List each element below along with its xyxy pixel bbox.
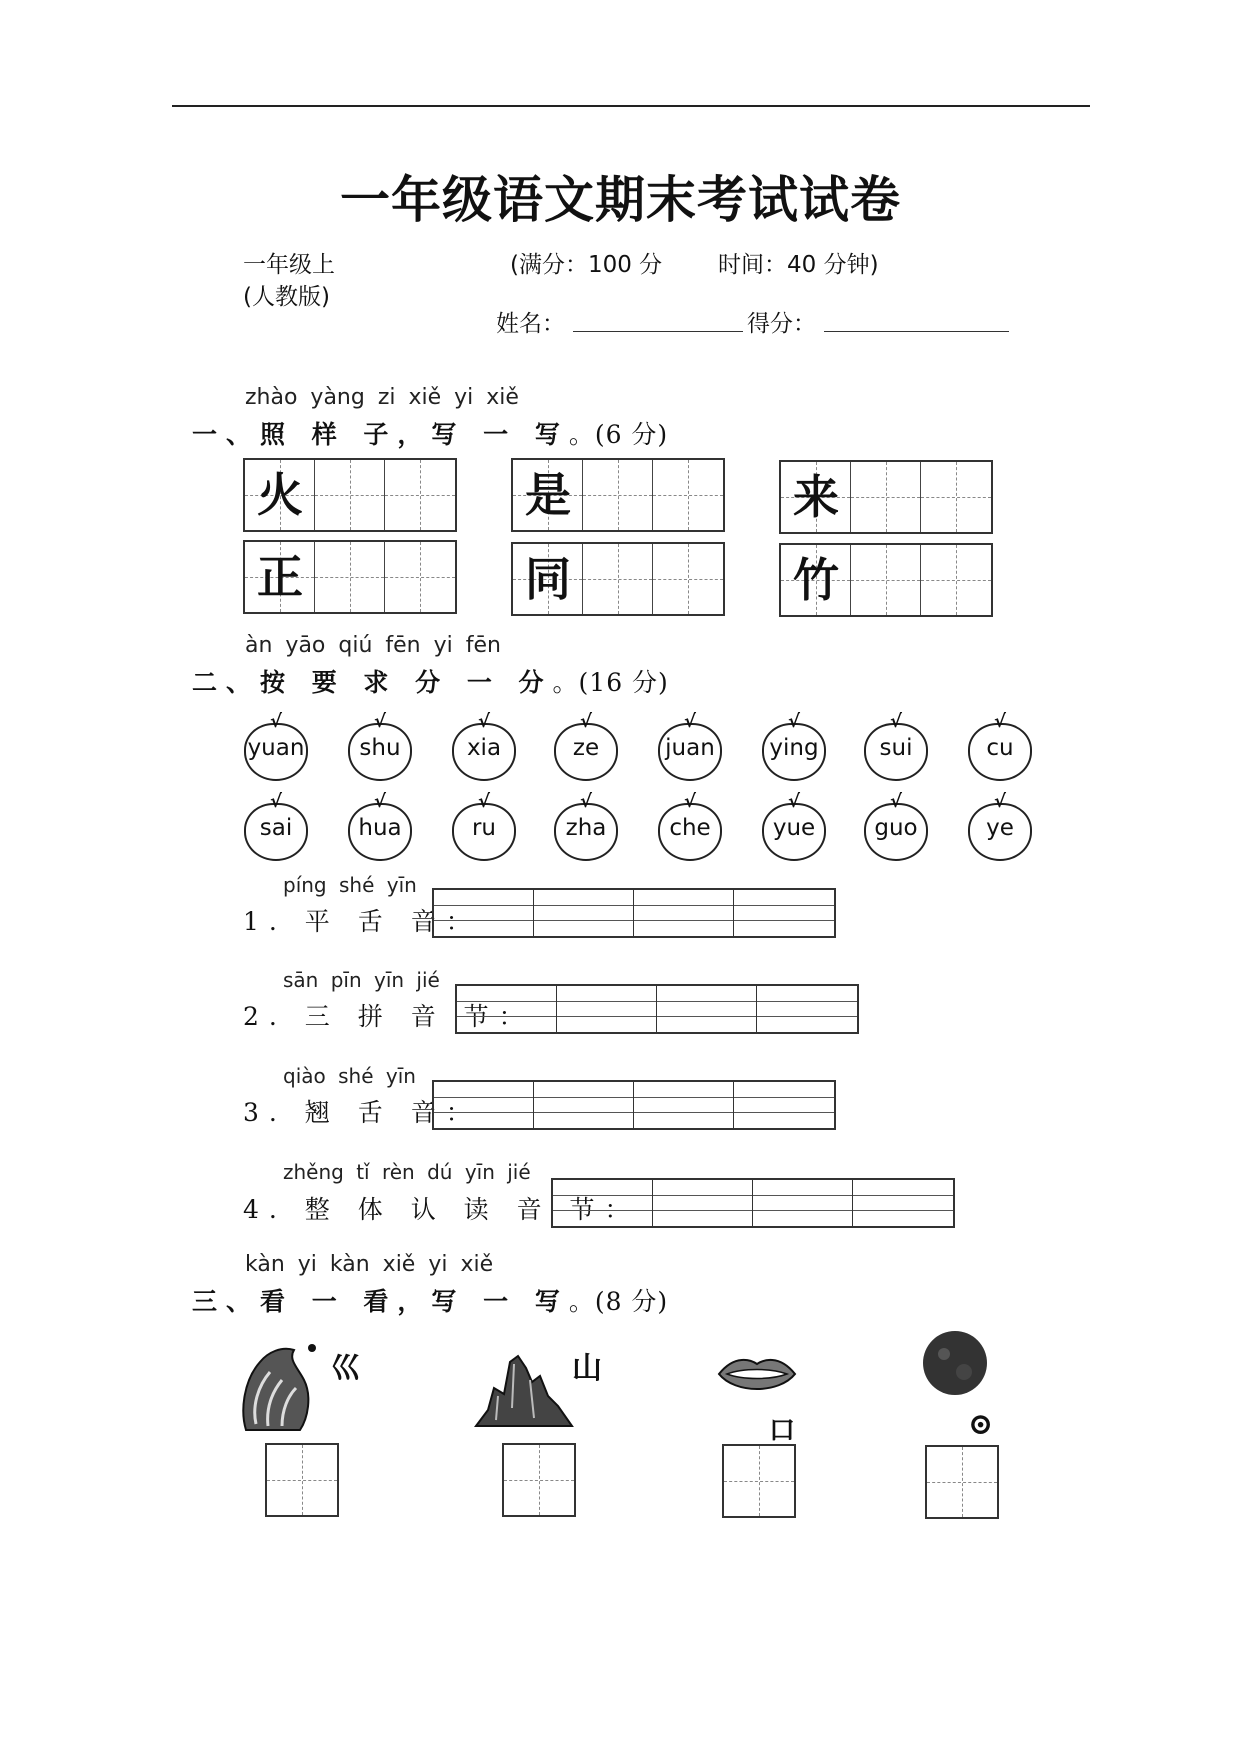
apple-card[interactable] [244,711,308,777]
apple-card[interactable] [864,791,928,857]
apple-card[interactable] [968,791,1032,857]
sun-icon [920,1328,990,1398]
four-line-cell[interactable] [853,1180,953,1226]
apple-stem-icon: √ [890,791,903,812]
apple-card[interactable] [762,791,826,857]
score-field[interactable] [824,331,1009,332]
four-line-cell[interactable] [457,986,557,1032]
fire-glyph: 巛 [330,1351,360,1386]
apple-stem-icon: √ [580,711,593,732]
apple-pinyin: zha [565,815,607,841]
apple-pinyin: xia [466,735,502,761]
time-info: 时间：40 分钟) [718,252,879,278]
q2-pinyin: àn yāo qiú fēn yi fēn [245,633,501,658]
apple-pinyin: yuan [247,735,305,761]
apple-pinyin: ying [769,735,819,761]
four-line-cell[interactable] [534,890,634,936]
fire-icon [238,1340,318,1432]
q3-answer-box-mountain[interactable] [502,1443,576,1517]
apple-pinyin: ze [572,735,600,761]
q2-heading-text: 二、按 要 求 分 一 分 [192,668,553,697]
name-field[interactable] [573,331,743,332]
apple-card[interactable] [658,791,722,857]
tzg-cell [781,545,851,615]
apple-stem-icon: √ [580,791,593,812]
q1-grid-2[interactable] [511,458,725,532]
four-line-cell[interactable] [653,1180,753,1226]
q1-pinyin: zhào yàng zi xiě yi xiě [245,385,519,410]
four-line-cell[interactable] [534,1082,634,1128]
q1-points: 。(6 分) [568,420,669,449]
q1-grid-4[interactable] [243,540,457,614]
apple-pinyin: juan [665,735,715,761]
apple-card[interactable] [348,711,412,777]
name-score-row [496,305,1013,338]
four-line-cell[interactable] [434,1082,534,1128]
four-line-cell[interactable] [634,1082,734,1128]
apple-card[interactable] [864,711,928,777]
sub3-answer-grid[interactable] [432,1080,836,1130]
apple-pinyin: che [669,815,711,841]
sub3-pinyin: qiào shé yīn [283,1064,416,1088]
apple-card[interactable] [244,791,308,857]
apple-stem-icon: √ [478,711,491,732]
apple-stem-icon: √ [374,791,387,812]
four-line-cell[interactable] [753,1180,853,1226]
sample-char: 同 [525,552,571,606]
apple-pinyin: ru [471,815,497,841]
four-line-cell[interactable] [553,1180,653,1226]
apple-stem-icon: √ [374,711,387,732]
apple-stem-icon: √ [270,791,283,812]
q3-answer-box-fire[interactable] [265,1443,339,1517]
tzg-cell [781,462,851,532]
sub4-label: 4. 整 体 认 读 音 节： [243,1195,640,1224]
apple-card[interactable] [452,791,516,857]
sample-char: 正 [257,550,303,604]
apple-pinyin: hua [358,815,402,841]
apple-pinyin: shu [359,735,401,761]
name-label: 姓名： [496,311,565,337]
sample-char: 火 [257,468,303,522]
sample-char: 竹 [793,553,839,607]
top-rule [172,105,1090,107]
tzg-cell[interactable] [653,460,723,530]
sample-char: 是 [525,468,571,522]
apple-stem-icon: √ [684,711,697,732]
q3-answer-box-sun[interactable] [925,1445,999,1519]
q1-grid-3[interactable] [779,460,993,534]
tzg-cell[interactable] [385,460,455,530]
q1-grid-5[interactable] [511,542,725,616]
full-score-info: (满分：100 分 [510,252,663,278]
edition-label: (人教版) [243,284,330,310]
grade-label: 一年级上 [243,252,335,278]
apple-pinyin: sui [879,735,913,761]
tzg-cell[interactable] [653,544,723,614]
tzg-cell[interactable] [851,545,921,615]
sample-char: 来 [793,470,839,524]
apple-card[interactable] [452,711,516,777]
page-title: 一年级语文期末考试试卷 [340,171,901,229]
apple-stem-icon: √ [788,711,801,732]
tzg-cell [245,542,315,612]
apple-pinyin: sai [259,815,293,841]
sun-glyph: ⊙ [968,1407,994,1442]
sub3-label: 3. 翘 舌 音： [243,1098,481,1127]
sub1-label: 1. 平 舌 音： [243,907,481,936]
q1-heading-text: 一、照 样 子，写 一 写 [192,420,569,449]
apple-card[interactable] [968,711,1032,777]
apple-card[interactable] [554,711,618,777]
apple-stem-icon: √ [684,791,697,812]
apple-stem-icon: √ [890,711,903,732]
apple-card[interactable] [762,711,826,777]
apple-card[interactable] [554,791,618,857]
four-line-cell[interactable] [734,890,834,936]
apple-stem-icon: √ [478,791,491,812]
tzg-cell[interactable] [315,460,385,530]
apple-stem-icon: √ [788,791,801,812]
apple-pinyin: guo [874,815,918,841]
q1-heading [192,415,668,451]
mouth-icon [717,1352,797,1396]
four-line-cell[interactable] [434,890,534,936]
apple-pinyin: yue [772,815,816,841]
sub2-pinyin: sān pīn yīn jié [283,968,440,992]
four-line-cell[interactable] [557,986,657,1032]
tzg-cell[interactable] [851,462,921,532]
sub1-answer-grid[interactable] [432,888,836,938]
mouth-glyph: 口 [769,1416,796,1446]
apple-card[interactable] [658,711,722,777]
tzg-cell[interactable] [921,545,991,615]
apple-card[interactable] [348,791,412,857]
four-line-cell[interactable] [634,890,734,936]
mountain-icon [474,1348,574,1428]
tzg-cell[interactable] [385,542,455,612]
q3-heading [192,1282,668,1318]
tzg-cell [513,460,583,530]
four-line-cell[interactable] [657,986,757,1032]
apple-pinyin: cu [986,735,1014,761]
sub1-pinyin: píng shé yīn [283,873,417,897]
apple-stem-icon: √ [994,711,1007,732]
sub2-label: 2. 三 拼 音 节： [243,1002,534,1031]
sub4-pinyin: zhěng tǐ rèn dú yīn jié [283,1160,531,1184]
apple-pinyin: ye [986,815,1014,841]
four-line-cell[interactable] [734,1082,834,1128]
tzg-cell [245,460,315,530]
tzg-cell [513,544,583,614]
q3-pinyin: kàn yi kàn xiě yi xiě [245,1252,494,1277]
q3-points: 。(8 分) [568,1287,669,1316]
q1-grid-6[interactable] [779,543,993,617]
sub4-answer-grid[interactable] [551,1178,955,1228]
q3-answer-box-mouth[interactable] [722,1444,796,1518]
tzg-cell[interactable] [921,462,991,532]
q2-heading [192,663,669,699]
four-line-cell[interactable] [757,986,857,1032]
score-label: 得分： [747,311,816,337]
tzg-cell[interactable] [583,544,653,614]
q2-points: 。(16 分) [552,668,669,697]
mountain-glyph: 山 [572,1351,602,1386]
tzg-cell[interactable] [583,460,653,530]
apple-stem-icon: √ [270,711,283,732]
q3-heading-text: 三、看 一 看，写 一 写 [192,1287,569,1316]
tzg-cell[interactable] [315,542,385,612]
sub2-answer-grid[interactable] [455,984,859,1034]
apple-stem-icon: √ [994,791,1007,812]
q1-grid-1[interactable] [243,458,457,532]
